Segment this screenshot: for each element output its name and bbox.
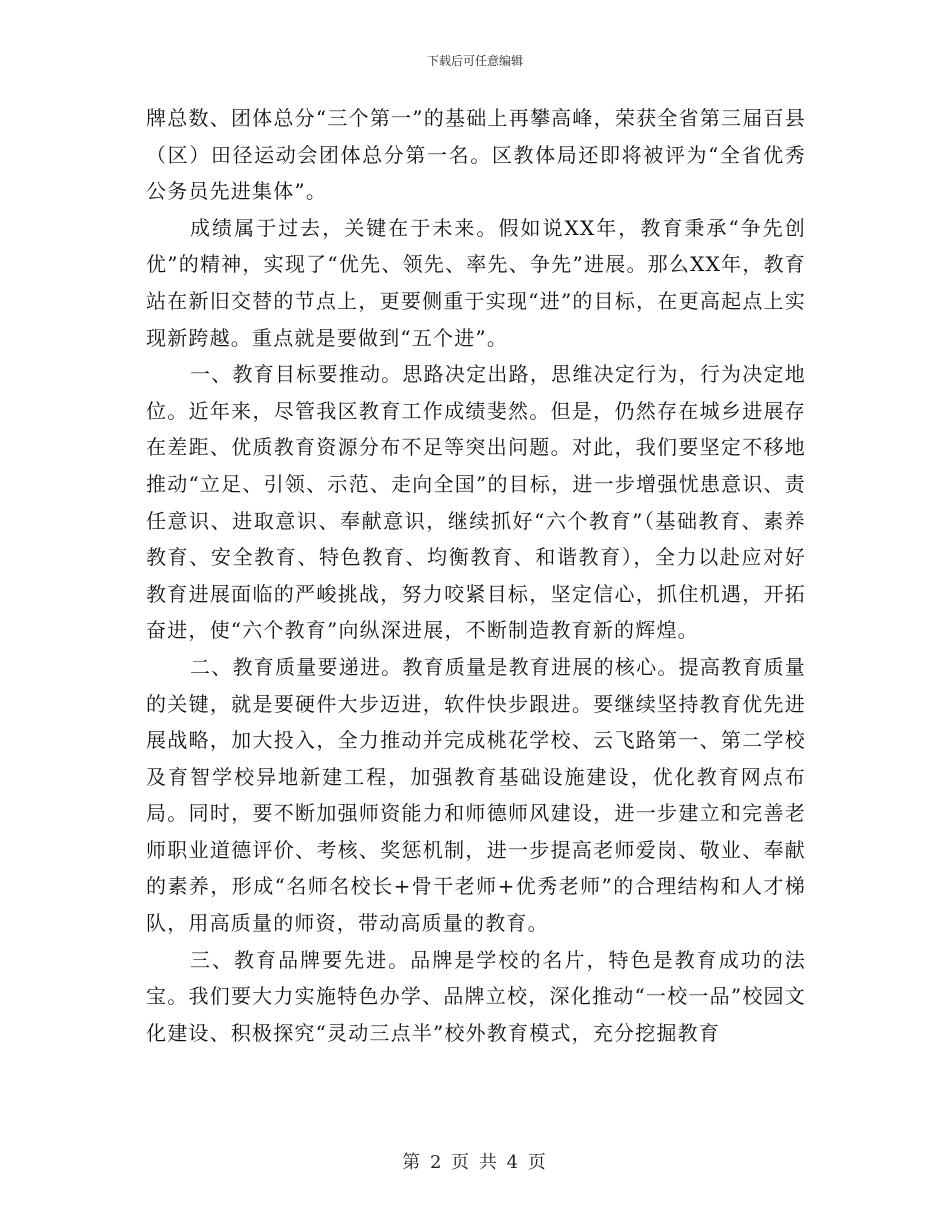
page-number-footer: 第 2 页 共 4 页 bbox=[402, 1152, 548, 1173]
body-text bbox=[146, 100, 806, 1051]
paragraph-4: 二、教育质量要递进。教育质量是教育进展的核心。提高教育质量的关键，就是要硬件大步迈进，软件快步跟进。要继续坚持教育优先进展战略，加大投入，全力推动并完成桃花学校、云飞路第一、第二学校及育智学校异地新建工程，加强教育基础设施建设，优化教育网点布局。同时，要不断加强师资能力和师德师风建设，进一步建立和完善老师职业道德评价、考核、奖惩机制，进一步提高老师爱岗、敬业、奉献的素养，形成“名师名校长+骨干老师+优秀老师”的合理结构和人才梯队，用高质量的师资，带动高质量的教育。 bbox=[146, 654, 806, 936]
page-header: 下载后可任意编辑 bbox=[426, 54, 523, 68]
paragraph-3: 一、教育目标要推动。思路决定出路，思维决定行为，行为决定地位。近年来，尽管我区教育工作成绩斐然。但是，仍然存在城乡进展存在差距、优质教育资源分布不足等突出问题。对此，我们要坚定不移地推动“立足、引领、示范、走向全国”的目标，进一步增强忧患意识、责任意识、进取意识、奉献意识，继续抓好“六个教育”（基础教育、素养教育、安全教育、特色教育、均衡教育、和谐教育），全力以赴应对好教育进展面临的严峻挑战，努力咬紧目标，坚定信心，抓住机遇，开拓奋进，使“六个教育”向纵深进展，不断制造教育新的辉煌。 bbox=[146, 362, 806, 643]
paragraph-1: 牌总数、团体总分“三个第一”的基础上再攀高峰，荣获全省第三届百县（区）田径运动会团体总分第一名。区教体局还即将被评为“全省优秀公务员先进集体”。 bbox=[146, 106, 806, 204]
paragraph-2: 成绩属于过去，关键在于未来。假如说XX年，教育秉承“争先创优”的精神，实现了“优先、领先、率先、争先”进展。那么XX年，教育站在新旧交替的节点上，更要侧重于实现“进”的目标，在更高起点上实现新跨越。重点就是要做到“五个进”。 bbox=[146, 215, 806, 350]
paragraph-5: 三、教育品牌要先进。品牌是学校的名片，特色是教育成功的法宝。我们要大力实施特色办学、品牌立校，深化推动“一校一品”校园文化建设、积极探究“灵动三点半”校外教育模式，充分挖掘教育 bbox=[146, 947, 806, 1045]
